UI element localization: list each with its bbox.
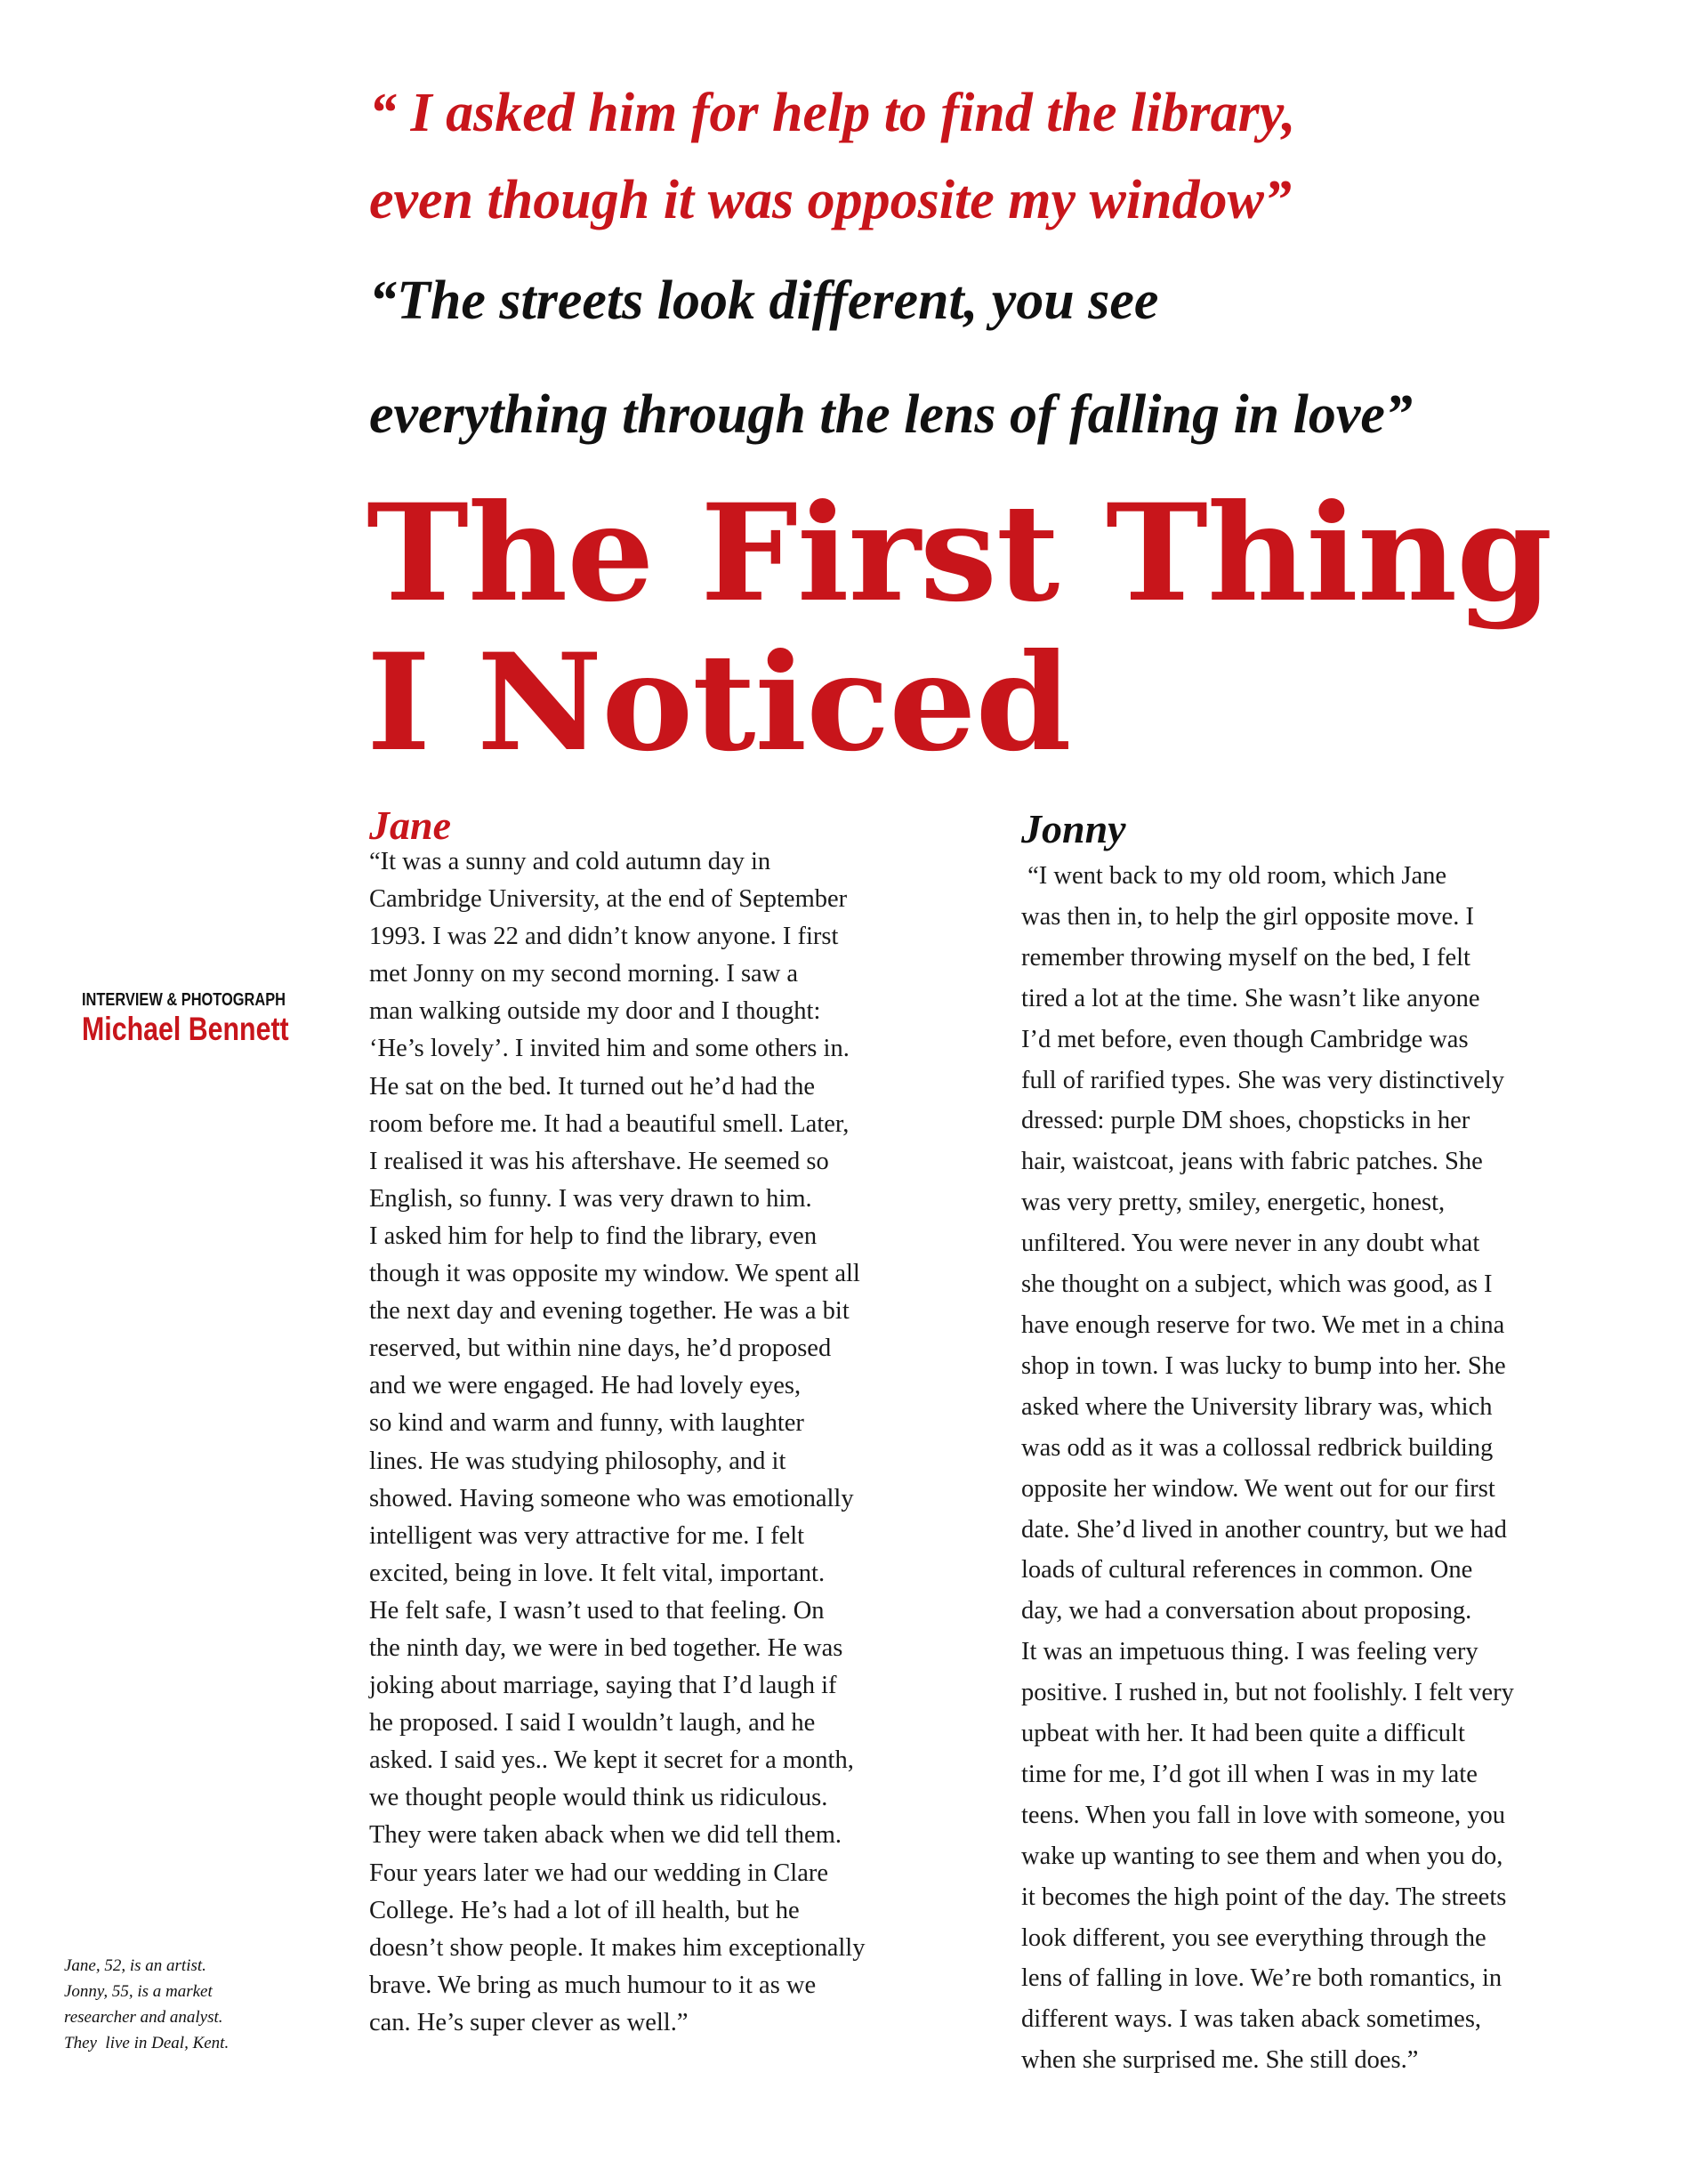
text-line: tired a lot at the time. She wasn’t like anyone [1021,984,1480,1012]
headline-line: I Noticed [367,625,1071,781]
text-line: and we were engaged. He had lovely eyes, [369,1372,802,1400]
text-line: date. She’d lived in another country, but we had [1021,1515,1507,1544]
text-line: wake up wanting to see them and when you do, [1021,1842,1503,1870]
caption-line: researcher and analyst. [64,2008,223,2027]
text-line: loads of cultural references in common. One [1021,1556,1473,1584]
text-line: reserved, but within nine days, he’d proposed [369,1334,832,1363]
text-line: the ninth day, we were in bed together. He was [369,1633,843,1662]
text-line: it becomes the high point of the day. The streets [1021,1883,1507,1911]
text-line: doesn’t show people. It makes him exceptionally [369,1933,866,1962]
text-line: remember throwing myself on the bed, I felt [1021,943,1470,972]
speaker-name-jane: Jane [369,802,451,848]
text-line: we thought people would think us ridiculous. [369,1784,828,1812]
text-line: was very pretty, smiley, energetic, honest, [1021,1189,1446,1217]
byline-label: INTERVIEW & PHOTOGRAPH [82,990,286,1010]
text-line: It was an impetuous thing. I was feeling very [1021,1638,1478,1666]
speaker-name-jonny: Jonny [1021,806,1126,851]
text-line: she thought on a subject, which was good, as I [1021,1270,1493,1299]
text-line: teens. When you fall in love with someone, you [1021,1801,1506,1829]
text-line: brave. We bring as much humour to it as we [369,1971,817,1999]
text-line: shop in town. I was lucky to bump into her. She [1021,1351,1506,1380]
text-line: asked. I said yes.. We kept it secret for a month, [369,1746,854,1775]
text-line: lens of falling in love. We’re both romantics, in [1021,1964,1503,1993]
text-line: dressed: purple DM shoes, chopsticks in her [1021,1107,1470,1135]
text-line: the next day and evening together. He was a bit [369,1297,850,1326]
text-line: hair, waistcoat, jeans with fabric patches. She [1021,1148,1483,1176]
text-line: positive. I rushed in, but not foolishly. I felt very [1021,1679,1514,1707]
text-line: 1993. I was 22 and didn’t know anyone. I first [369,923,839,951]
text-line: excited, being in love. It felt vital, important. [369,1559,826,1587]
pull-quote-line: everything through the lens of falling in love” [369,384,1413,445]
text-line: time for me, I’d got ill when I was in my late [1021,1760,1478,1788]
text-line: lines. He was studying philosophy, and it [369,1447,786,1475]
text-line: intelligent was very attractive for me. I felt [369,1521,805,1550]
text-line: ‘He’s lovely’. I invited him and some others in. [369,1035,850,1063]
jane-column [369,802,974,2042]
text-line: room before me. It had a beautiful smell. Later, [369,1109,850,1138]
text-line: opposite her window. We went out for our first [1021,1474,1495,1503]
text-line: upbeat with her. It had been quite a difficult [1021,1720,1465,1748]
text-line: I asked him for help to find the library, even [369,1222,818,1250]
text-line: They were taken aback when we did tell them. [369,1821,842,1850]
text-line: was then in, to help the girl opposite move. I [1021,902,1474,931]
text-line: was odd as it was a collossal redbrick building [1021,1433,1494,1462]
text-line: English, so funny. I was very drawn to him. [369,1184,812,1213]
text-line: can. He’s super clever as well.” [369,2008,689,2036]
text-line: different ways. I was taken aback sometimes, [1021,2005,1482,2034]
text-line: He sat on the bed. It turned out he’d had the [369,1072,815,1101]
text-line: asked where the University library was, which [1021,1392,1493,1421]
headline-line: The First Thing [367,475,1552,632]
text-line: look different, you see everything through the [1021,1923,1486,1952]
text-line: showed. Having someone who was emotionally [369,1484,854,1512]
jonny-testimony [1021,856,1626,2081]
text-line: full of rarified types. She was very distinctively [1021,1066,1504,1094]
text-line: man walking outside my door and I thought: [369,997,821,1026]
text-line: Four years later we had our wedding in Clare [369,1859,829,1887]
text-line: joking about marriage, saying that I’d laugh if [369,1672,837,1700]
text-line: He felt safe, I wasn’t used to that feeling. On [369,1596,825,1625]
text-line: met Jonny on my second morning. I saw a [369,960,799,988]
pull-quote-line: even though it was opposite my window” [369,170,1292,230]
text-line: so kind and warm and funny, with laughter [369,1409,804,1438]
byline [82,989,331,1048]
text-line: when she surprised me. She still does.” [1021,2046,1419,2075]
jonny-column [1021,802,1626,2081]
text-line: he proposed. I said I wouldn’t laugh, and he [369,1709,816,1738]
pull-quote-line: “ I asked him for help to find the library, [369,83,1296,143]
article-headline [367,475,1552,781]
text-line: College. He’s had a lot of ill health, but he [369,1896,800,1924]
caption-line: Jonny, 55, is a market [64,1982,213,2001]
text-line: I realised it was his aftershave. He seemed so [369,1147,829,1175]
text-line: Cambridge University, at the end of September [369,885,848,914]
photo-caption [64,1953,331,2056]
text-line: “It was a sunny and cold autumn day in [369,848,771,875]
jane-testimony [369,843,974,2042]
pull-quote-jane [369,69,1295,244]
pull-quote-jonny [369,244,1413,472]
pull-quote-line: “The streets look different, you see [369,270,1159,331]
text-line: “I went back to my old room, which Jane [1021,862,1447,890]
text-line: I’d met before, even though Cambridge was [1021,1025,1469,1053]
text-line: though it was opposite my window. We spent all [369,1260,860,1288]
text-line: day, we had a conversation about proposing. [1021,1597,1472,1625]
caption-line: They live in Deal, Kent. [64,2034,230,2052]
byline-name: Michael Bennett [82,1011,289,1047]
caption-line: Jane, 52, is an artist. [64,1956,206,1975]
text-line: have enough reserve for two. We met in a china [1021,1310,1505,1339]
text-line: unfiltered. You were never in any doubt what [1021,1230,1480,1258]
